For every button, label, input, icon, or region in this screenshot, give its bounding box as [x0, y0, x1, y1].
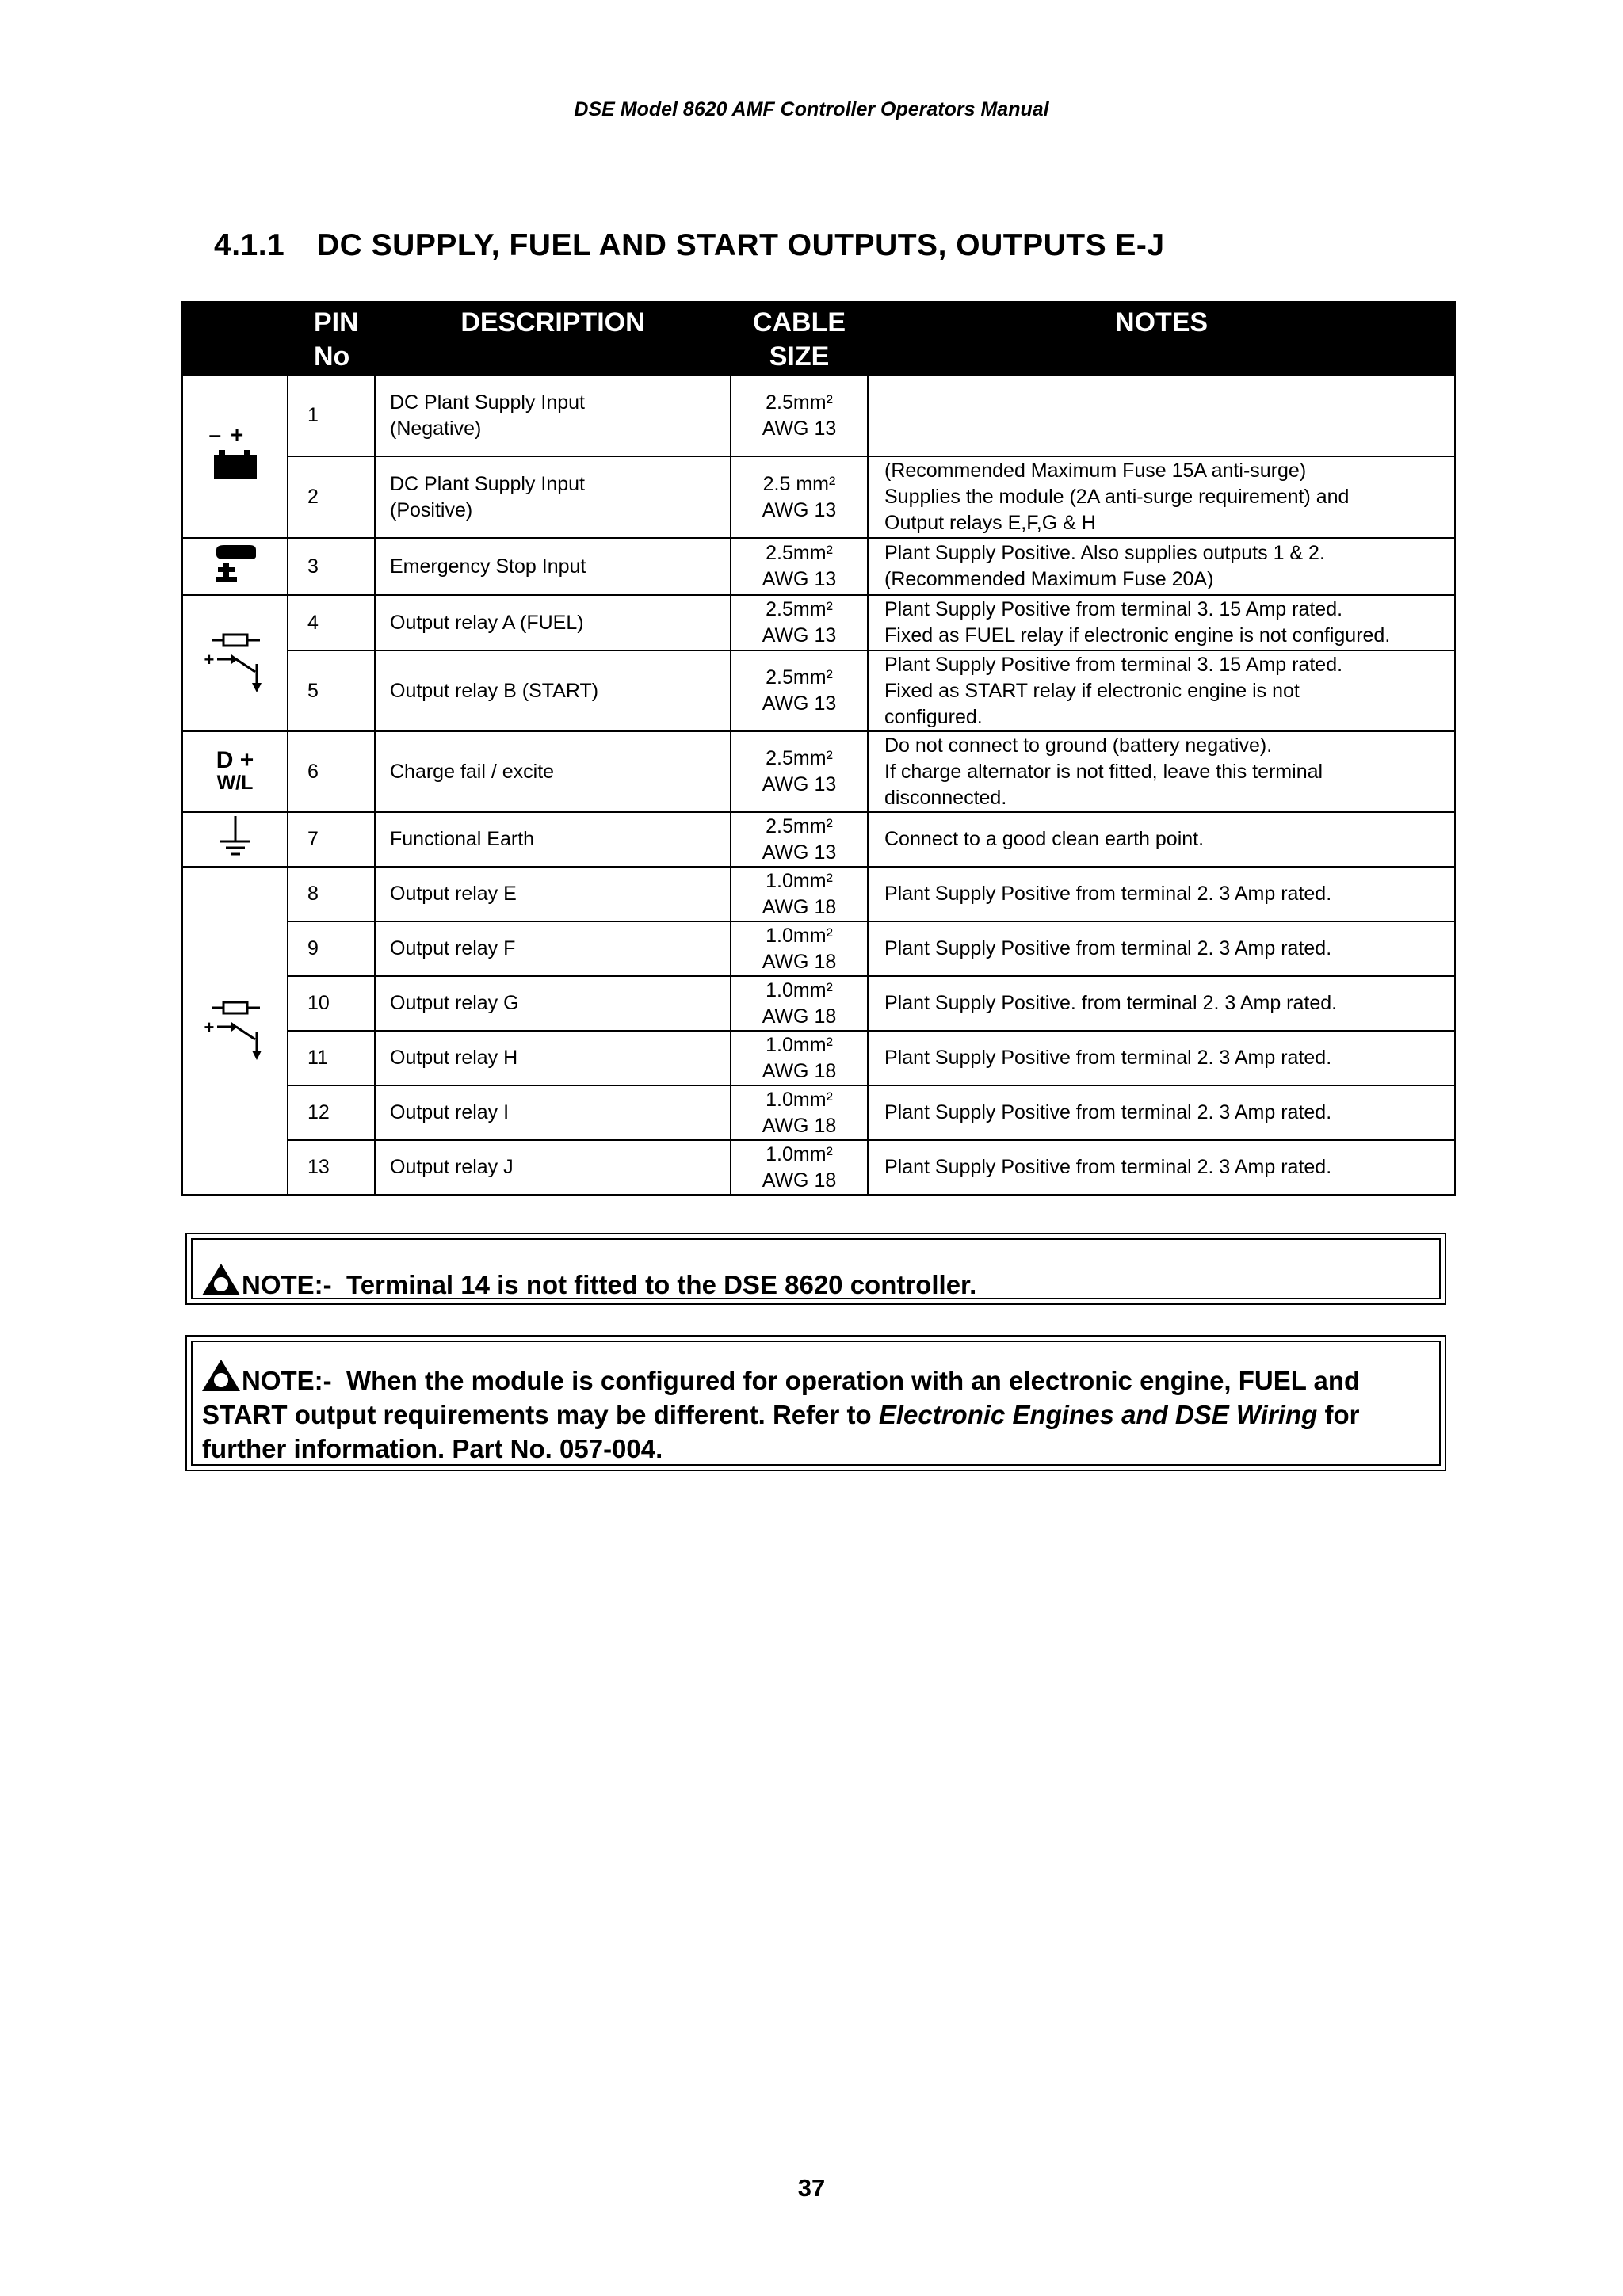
notes-cell: Connect to a good clean earth point.	[868, 812, 1455, 867]
cable-cell: 1.0mm² AWG 18	[731, 921, 868, 976]
emergency-stop-icon-cell	[182, 538, 288, 595]
description-cell: Output relay G	[375, 976, 731, 1031]
note-label: NOTE:-	[242, 1366, 332, 1395]
notes-cell: Plant Supply Positive from terminal 2. 3 Amp rated.	[868, 1031, 1455, 1085]
table-row	[182, 867, 1455, 921]
battery-icon: – +	[208, 421, 263, 485]
dplus-wl-icon: D + W/L	[216, 747, 254, 794]
table-row	[182, 538, 1455, 595]
pin-cell: 12	[288, 1085, 375, 1140]
section-number: 4.1.1	[214, 228, 285, 262]
notes-cell: Plant Supply Positive from terminal 2. 3 Amp rated.	[868, 1140, 1455, 1195]
cable-cell: 1.0mm² AWG 18	[731, 976, 868, 1031]
description-cell: Output relay F	[375, 921, 731, 976]
cable-cell: 2.5mm² AWG 13	[731, 812, 868, 867]
page-number: 37	[797, 2174, 826, 2202]
cable-cell: 1.0mm² AWG 18	[731, 1085, 868, 1140]
note-box-terminal-14	[185, 1233, 1446, 1305]
description-cell: DC Plant Supply Input (Positive)	[375, 456, 731, 538]
notes-cell: Plant Supply Positive. Also supplies outputs 1 & 2. (Recommended Maximum Fuse 20A)	[868, 538, 1455, 595]
pin-cell: 9	[288, 921, 375, 976]
header-notes: NOTES	[868, 302, 1455, 375]
emergency-stop-icon	[212, 542, 259, 585]
table-row	[182, 456, 1455, 538]
header-icon-cell	[182, 302, 288, 375]
relay-icon: +	[200, 992, 271, 1063]
pin-cell: 2	[288, 456, 375, 538]
pin-cell: 11	[288, 1031, 375, 1085]
pin-cell: 8	[288, 867, 375, 921]
relay-icon-cell	[182, 595, 288, 731]
note-text: When the module is configured for operation with an electronic engine, FUEL and START output requirements may be different. Refer to	[202, 1366, 1361, 1429]
notes-cell: Plant Supply Positive from terminal 2. 3 Amp rated.	[868, 1085, 1455, 1140]
description-cell: Output relay B (START)	[375, 650, 731, 731]
cable-cell: 2.5mm² AWG 13	[731, 731, 868, 812]
description-cell: Emergency Stop Input	[375, 538, 731, 595]
cable-cell: 1.0mm² AWG 18	[731, 1031, 868, 1085]
table-row	[182, 1031, 1455, 1085]
notes-cell: (Recommended Maximum Fuse 15A anti-surge) Supplies the module (2A anti-surge requirement) and Output relays E,F,G & H	[868, 456, 1455, 538]
pin-cell: 10	[288, 976, 375, 1031]
description-cell: Charge fail / excite	[375, 731, 731, 812]
cable-cell: 2.5mm² AWG 13	[731, 375, 868, 456]
section-title	[214, 228, 1165, 263]
table-row	[182, 976, 1455, 1031]
description-cell: Output relay H	[375, 1031, 731, 1085]
notes-cell: Plant Supply Positive from terminal 3. 15 Amp rated. Fixed as FUEL relay if electronic engine is not configured.	[868, 595, 1455, 650]
header-cable: CABLE SIZE	[731, 302, 868, 375]
description-cell: Output relay A (FUEL)	[375, 595, 731, 650]
pin-table	[181, 301, 1456, 1196]
description-cell: Output relay E	[375, 867, 731, 921]
pin-cell: 13	[288, 1140, 375, 1195]
warning-icon	[202, 1360, 240, 1391]
pin-cell: 3	[288, 538, 375, 595]
notes-cell: Plant Supply Positive. from terminal 2. 3 Amp rated.	[868, 976, 1455, 1031]
earth-ground-icon	[216, 814, 255, 857]
note-text-end: for further information. Part No. 057-004.	[202, 1400, 1360, 1463]
table-row	[182, 1140, 1455, 1195]
table-row	[182, 595, 1455, 650]
cable-cell: 1.0mm² AWG 18	[731, 1140, 868, 1195]
table-row	[182, 650, 1455, 731]
section-heading: DC SUPPLY, FUEL AND START OUTPUTS, OUTPUTS E-J	[317, 228, 1165, 262]
table-row	[182, 812, 1455, 867]
earth-icon-cell	[182, 812, 288, 867]
table-row	[182, 731, 1455, 812]
cable-cell: 2.5mm² AWG 13	[731, 650, 868, 731]
pin-cell: 1	[288, 375, 375, 456]
pin-cell: 4	[288, 595, 375, 650]
header-pin: PIN No	[288, 302, 375, 375]
description-cell: Output relay I	[375, 1085, 731, 1140]
pin-cell: 5	[288, 650, 375, 731]
page-header: DSE Model 8620 AMF Controller Operators Manual	[574, 98, 1049, 120]
cable-cell: 1.0mm² AWG 18	[731, 867, 868, 921]
header-description: DESCRIPTION	[375, 302, 731, 375]
note-label: NOTE:-	[242, 1270, 332, 1299]
table-header-row	[182, 302, 1455, 375]
note-text: Terminal 14 is not fitted to the DSE 8620 controller.	[346, 1270, 977, 1299]
pin-cell: 6	[288, 731, 375, 812]
pin-cell: 7	[288, 812, 375, 867]
cable-cell: 2.5mm² AWG 13	[731, 595, 868, 650]
relay-icon-cell	[182, 867, 288, 1195]
table-row	[182, 921, 1455, 976]
charge-fail-icon-cell	[182, 731, 288, 812]
warning-icon	[202, 1264, 240, 1295]
notes-cell: Do not connect to ground (battery negative). If charge alternator is not fitted, leave this terminal disconnected.	[868, 731, 1455, 812]
notes-cell: Plant Supply Positive from terminal 2. 3 Amp rated.	[868, 921, 1455, 976]
note-box-electronic-engine	[185, 1335, 1446, 1471]
notes-cell: Plant Supply Positive from terminal 2. 3 Amp rated.	[868, 867, 1455, 921]
cable-cell: 2.5mm² AWG 13	[731, 538, 868, 595]
relay-icon: +	[200, 624, 271, 696]
description-cell: Output relay J	[375, 1140, 731, 1195]
note-reference-title: Electronic Engines and DSE Wiring	[878, 1400, 1318, 1429]
description-cell: DC Plant Supply Input (Negative)	[375, 375, 731, 456]
cable-cell: 2.5 mm² AWG 13	[731, 456, 868, 538]
notes-cell: Plant Supply Positive from terminal 3. 15 Amp rated. Fixed as START relay if electronic engine is not configured.	[868, 650, 1455, 731]
notes-cell	[868, 375, 1455, 456]
battery-icon-cell	[182, 375, 288, 538]
table-row	[182, 375, 1455, 456]
table-row	[182, 1085, 1455, 1140]
description-cell: Functional Earth	[375, 812, 731, 867]
